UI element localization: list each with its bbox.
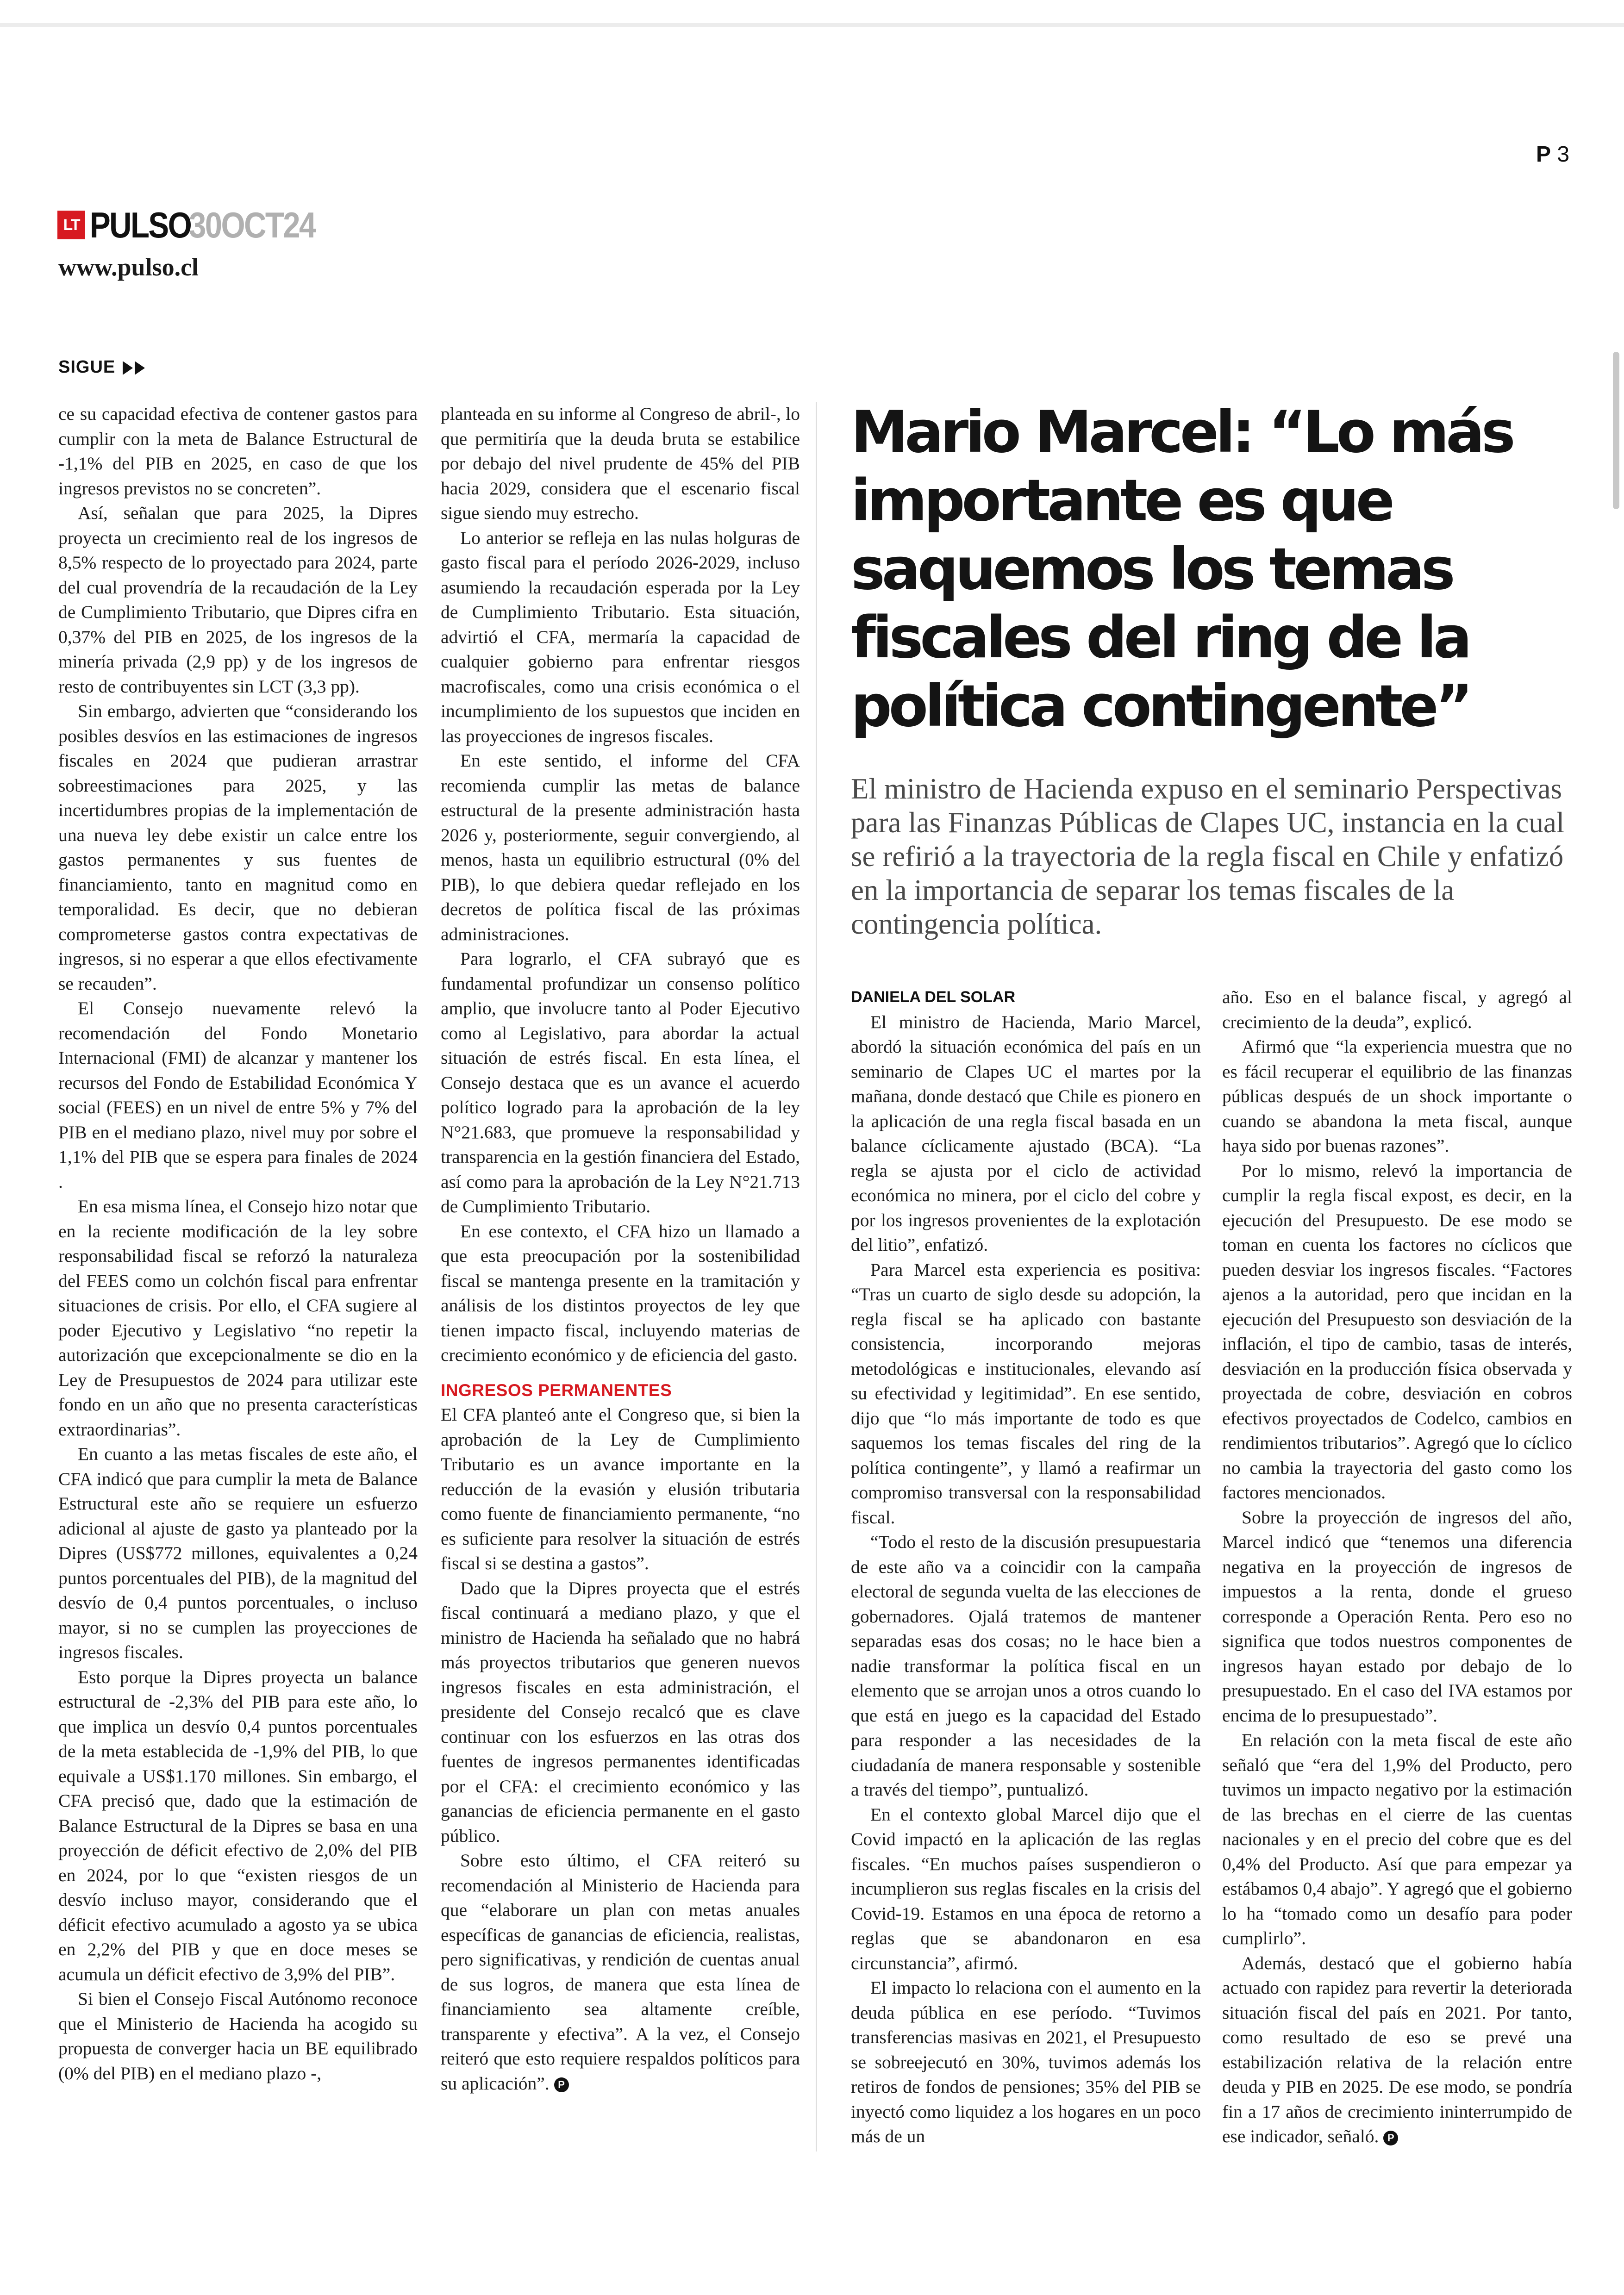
paragraph: Sobre la proyección de ingresos del año, Marcel indicó que “tenemos una diferencia negativa en la proyección de ingresos de impuestos a la renta, donde el grueso corresponde a Operación Renta. Pero eso no significa que todos nuestros componentes de ingresos hayan estado por debajo de lo presupuestado. En el caso del IVA estamos por encima de lo presupuestado”. [1222,1507,1572,1726]
masthead [57,206,336,243]
arrow-right-icon [123,361,133,375]
paragraph: Dado que la Dipres proyecta que el estrés fiscal continuará a mediano plazo, y que el ministro de Hacienda ha señalado que no habrá más proyectos tributarios que generen nuevos ingresos fiscales en esta administración, el presidente del Consejo recalcó que es clave continuar con los esfuerzos en las otras dos fuentes de ingresos permanentes identificadas por el CFA: el crecimiento económico y las ganancias de eficiencia permanente en el gasto público. [441,1578,800,1846]
top-border [0,23,1624,27]
end-mark-icon: P [1383,2131,1398,2145]
column-4 [1222,985,1572,2149]
brand-name: PULSO [90,204,191,245]
scrollbar[interactable] [1613,352,1619,509]
paragraph: En cuanto a las metas fiscales de este año, el CFA indicó que para cumplir la meta de Balance Estructural este año se requiere un esfuerzo adicional al ajuste de gasto ya planteado por la Dipres (US$772 millones, equivalentes a 0,24 puntos porcentuales del PIB), de la magnitud del desvío de 0,4 puntos porcentuales, o incluso mayor, si no se cumplen las proyecciones de ingresos fiscales. [58,1444,418,1662]
paragraph: En este sentido, el informe del CFA recomienda cumplir las metas de balance estructural de la presente administración hasta 2026 y, posteriormente, seguir convergiendo, al menos, hasta un equilibrio estructural (0% del PIB), lo que debiera quedar reflejado en los decretos de política fiscal de las próximas administraciones. [441,750,800,944]
end-mark-icon: P [554,2077,569,2092]
paragraph: Si bien el Consejo Fiscal Autónomo reconoce que el Ministerio de Hacienda ha acogido su propuesta de converger hacia un BE equilibrado (0% del PIB) en el mediano plazo -, [58,1989,418,2083]
arrow-right-icon [135,361,145,375]
page-number-value: 3 [1557,142,1570,167]
paragraph: Afirmó que “la experiencia muestra que no es fácil recuperar el equilibrio de las finanzas públicas después de un shock importante o cuando se abandona la meta fiscal, aunque haya sido por buenas razones”. [1222,1036,1572,1156]
paragraph: año. Eso en el balance fiscal, y agregó al crecimiento de la deuda”, explicó. [1222,987,1572,1032]
paragraph: En el contexto global Marcel dijo que el Covid impactó en la aplicación de las reglas fiscales. “En muchos países suspendieron o incumplieron sus reglas fiscales en la crisis del Covid-19. Estamos en una época de retorno a reglas que se abandonaron en esa circunstancia”, afirmó. [851,1804,1201,1973]
paragraph: Por lo mismo, relevó la importancia de cumplir la regla fiscal expost, es decir, en la ejecución del Presupuesto. De ese modo se toman en cuenta los factores no cíclicos que pueden desviar los ingresos fiscales. “Factores ajenos a la autoridad, pero que incidan en la ejecución del Presupuesto son desviación de la inflación, el tipo de cambio, tasas de interés, desviación en la producción física observada y proyectada de cobre, desviación en cobros efectivos proyectados de Codelco, cambios en rendimientos tributarios”. Agregó que lo cíclico no cambia la trayectoria del gasto como los factores mencionados. [1222,1160,1572,1503]
lt-logo: LT [57,211,85,239]
paragraph: En ese contexto, el CFA hizo un llamado a que esta preocupación por la sostenibilidad fiscal se mantenga presente en la tramitación y análisis de los distintos proyectos de ley que tienen impacto fiscal, incluyendo materias de crecimiento económico y de eficiencia del gasto. [441,1221,800,1365]
paragraph: El CFA planteó ante el Congreso que, si bien la aprobación de la Ley de Cumplimiento Tributario es un avance importante en la reducción de la evasión y elusión tributaria como fuente de financiamiento permanente, “no es suficiente para resolver la situación de estrés fiscal si se destina a gastos”. [441,1404,800,1573]
article-subhead: El ministro de Hacienda expuso en el seminario Perspectivas para las Finanzas Públicas de Clapes UC, instancia en la cual se refirió a la trayectoria de la regla fiscal en Chile y enfatizó en la importancia de separar los temas fiscales de la contingencia política. [851,773,1565,940]
column-1 [58,402,418,2086]
paragraph: Para Marcel esta experiencia es positiva: “Tras un cuarto de siglo desde su adopción, la regla fiscal se ha aplicado con bastante consistencia, incorporando mejoras metodológicas e institucionales, elevando así su efectividad y legitimidad”. En ese sentido, dijo que “lo más importante de todo es que saquemos los temas fiscales del ring de la política contingente”, y llamó a reafirmar un compromiso transversal con la responsabilidad fiscal. [851,1259,1201,1528]
issue-date: 30OCT24 [188,204,315,245]
article-headline: Mario Marcel: “Lo más importante es que saquemos los temas fiscales del ring de la política contingente” [851,399,1512,740]
paragraph [1222,1951,1572,2149]
page-number [1536,142,1569,167]
paragraph: En esa misma línea, el Consejo hizo notar que en la reciente modificación de la ley sobre responsabilidad fiscal se reforzó la naturaleza del FEES como un colchón fiscal para enfrentar situaciones de crisis. Por ello, el CFA sugiere al poder Ejecutivo y Legislativo “no repetir la autorización que excepcionalmente se dio en la Ley de Presupuestos de 2024 para utilizar este fondo en un año que no presenta características extraordinarias”. [58,1196,418,1440]
paragraph: Sin embargo, advierten que “considerando los posibles desvíos en las estimaciones de ingresos fiscales en 2024 que pudieran arrastrar sobreestimaciones para 2025, y las incertidumbres propias de la implementación de una nueva ley debe existir un calce entre los gastos permanentes y sus fuentes de financiamiento, tanto en magnitud como en temporalidad. Es decir, que no debieran comprometerse gastos contra expectativas de ingresos, si no esperar a que ellos efectivamente se recauden”. [58,701,418,994]
site-url[interactable]: www.pulso.cl [58,253,199,281]
paragraph: El Consejo nuevamente relevó la recomendación del Fondo Monetario Internacional (FMI) de alcanzar y mantener los recursos del Fondo de Estabilidad Económica Y social (FEES) en un nivel de entre 5% y 7% del PIB en el mediano plazo, nivel muy por sobre el 1,1% del PIB que se espera para finales de 2024 . [58,998,418,1192]
continued-text: SIGUE [58,357,116,377]
continued-label [58,357,145,377]
page-prefix: P [1536,142,1551,167]
byline: DANIELA DEL SOLAR [851,988,1016,1006]
paragraph [441,1848,800,2096]
column-2 [441,402,800,2096]
paragraph: ce su capacidad efectiva de contener gastos para cumplir con la meta de Balance Estructural de -1,1% del PIB en 2025, en caso de que los ingresos previstos no se concreten”. [58,404,418,499]
paragraph: En relación con la meta fiscal de este año señaló que “era del 1,9% del Producto, pero tuvimos un impacto negativo por la estimación de las brechas en el cierre de las cuentas nacionales y en el precio del cobre que es del 0,4% del Producto. Así que para empezar ya estábamos 0,4 abajo”. Y agregó que el gobierno lo ha “tomado como un desafío para poder cumplirlo”. [1222,1730,1572,1948]
paragraph: Lo anterior se refleja en las nulas holguras de gasto fiscal para el período 2026-2029, incluso asumiendo la recaudación esperada por la Ley de Cumplimiento Tributario. Esta situación, advirtió el CFA, mermaría la capacidad de cualquier gobierno para enfrentar riesgos macrofiscales, como una crisis económica o el incumplimiento de los supuestos que inciden en las proyecciones de ingresos fiscales. [441,527,800,746]
column-3 [851,985,1201,2149]
paragraph: Así, señalan que para 2025, la Dipres proyecta un crecimiento real de los ingresos de 8,5% respecto de lo proyectado para 2024, parte del cual provendría de la recaudación de la Ley de Cumplimiento Tributario, que Dipres cifra en 0,37% del PIB en 2025, de los ingresos de la minería privada (2,9 pp) y de los ingresos de resto de contribuyentes sin LCT (3,3 pp). [58,503,418,697]
column-divider [816,402,817,2152]
paragraph: Esto porque la Dipres proyecta un balance estructural de -2,3% del PIB para este año, lo que implica un desvío 0,4 puntos porcentuales de la meta establecida de -1,9% del PIB, lo que equivale a US$1.170 millones. Sin embargo, el CFA precisó que, dado que la estimación de Balance Estructural de la Dipres se basa en una proyección de déficit efectivo de 2,0% del PIB en 2024, por lo que “existen riesgos de un desvío incluso mayor, considerando que el déficit efectivo acumulado a agosto ya se ubica en 2,2% del PIB y que en doce meses se acumula un déficit efectivo de 3,9% del PIB”. [58,1666,418,1984]
paragraph-text: Además, destacó que el gobierno había actuado con rapidez para revertir la deteriorada situación fiscal del país en 2021. Por tanto, como resultado de eso se prevé una estabilización relativa de la relación entre deuda y PIB en 2025. De ese modo, se pondría fin a 17 años de crecimiento ininterrumpido de ese indicador, señaló. [1222,1952,1572,2146]
paragraph: “Todo el resto de la discusión presupuestaria de este año va a coincidir con la campaña electoral de segunda vuelta de las elecciones de gobernadores. Ojalá tratemos de mantener separadas esas dos cosas; no le hace bien a nadie transformar la política fiscal en un elemento que se arrojan unos a otros cuando lo que está en juego es la capacidad del Estado para responder a las necesidades de la ciudadanía de manera responsable y sostenible a través del tiempo”, puntualizó. [851,1532,1201,1800]
paragraph: El impacto lo relaciona con el aumento en la deuda pública en ese período. “Tuvimos transferencias masivas en 2021, el Presupuesto se sobreejecutó en 30%, tuvimos además los retiros de fondos de pensiones; 35% del PIB se inyectó como liquidez a los hogares en un poco más de un [851,1977,1201,2146]
paragraph: Para lograrlo, el CFA subrayó que es fundamental profundizar un consenso político amplio, que involucre tanto al Poder Ejecutivo como al Legislativo, para abordar la actual situación de estrés fiscal. En esta línea, el Consejo destaca que es un avance el acuerdo político logrado para la aprobación de la ley N°21.683, que promueve la responsabilidad y transparencia en la gestión financiera del Estado, así como para la aprobación de la Ley N°21.713 de Cumplimiento Tributario. [441,948,800,1216]
paragraph: El ministro de Hacienda, Mario Marcel, abordó la situación económica del país en un seminario de Clapes UC el martes por la mañana, donde destacó que Chile es pionero en la aplicación de una regla fiscal basada en un balance cíclicamente ajustado (BCA). “La regla se ajusta por el ciclo de actividad económica no minera, por el ciclo del cobre y por los ingresos provenientes de la explotación del litio”, enfatizó. [851,1011,1201,1255]
paragraph-text: Sobre esto último, el CFA reiteró su recomendación al Ministerio de Hacienda para que “elaborare un plan con metas anuales específicas de ganancias de eficiencia, realistas, pero significativas, y rendición de cuentas anual de sus logros, de manera que esta línea de financiamiento sea altamente creíble, transparente y efectiva”. A la vez, el Consejo reiteró que esto requiere respaldos políticos para su aplicación”. [441,1850,800,2094]
paragraph: planteada en su informe al Congreso de abril-, lo que permitiría que la deuda bruta se estabilice por debajo del nivel prudente de 45% del PIB hacia 2029, considera que el escenario fiscal sigue siendo muy estrecho. [441,404,800,523]
section-heading: INGRESOS PERMANENTES [441,1380,672,1400]
